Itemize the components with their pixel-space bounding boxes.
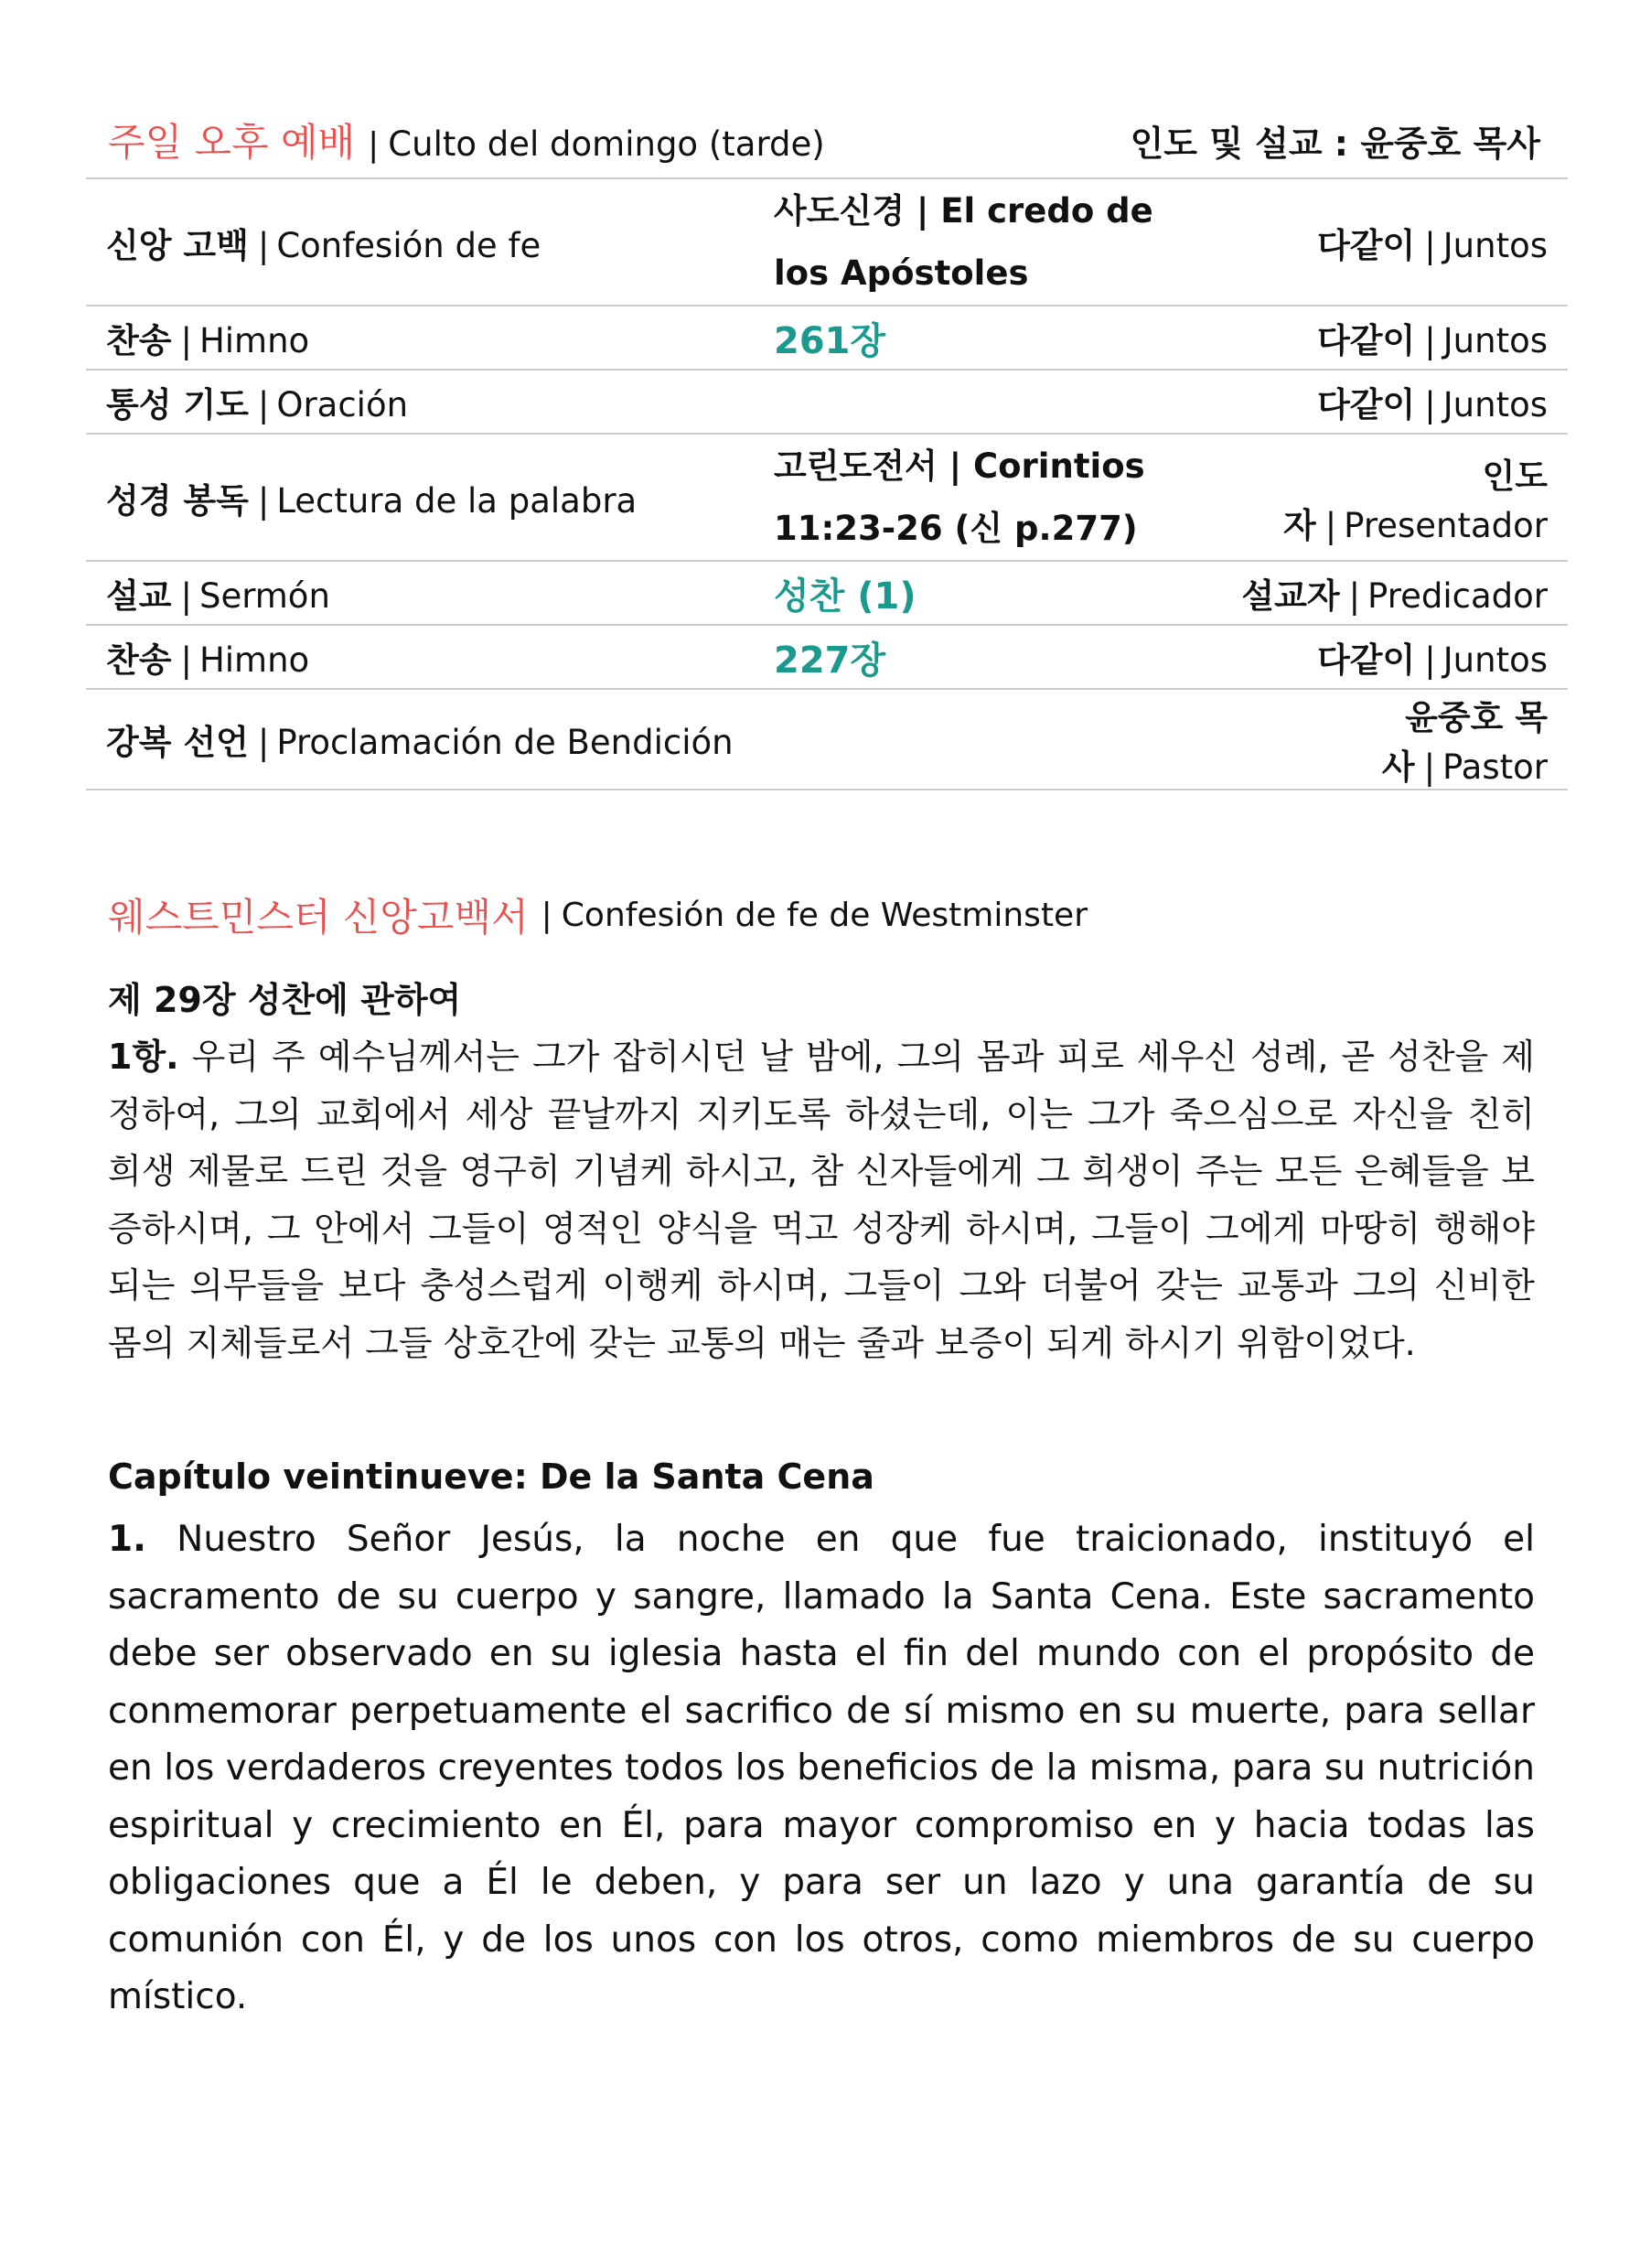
title-separator: | <box>368 126 380 164</box>
order-role <box>1220 370 1568 434</box>
order-role-es: Predicador <box>1367 576 1548 616</box>
order-item-ko: 성경 봉독 <box>106 480 249 521</box>
order-item-ko: 설교 <box>106 576 172 616</box>
pipe: | <box>1324 505 1337 545</box>
order-item-es: Lectura de la palabra <box>276 480 638 521</box>
paragraph-text-es: Nuestro Señor Jesús, la noche en que fue traicionado, instituyó el sacramento de su cuerpo y sangre, llamado la Santa Cena. Este sacramento debe ser observado en su iglesia hasta el fin del mundo con el propósito de conmemorar perpetuamente el sacrifico de sí mismo en su muerte, para sellar en los verdaderos creyentes todos los beneficios de la misma, para su nutrición espiritual y crecimiento en Él, para mayor compromiso en y hacia todas las obligaciones que a Él le deben, y para ser un lazo y una garantía de su comunión con Él, y de los unos con los otros, como miembros de su cuerpo místico. <box>108 1519 1535 2017</box>
order-content <box>754 434 1220 561</box>
order-content <box>754 561 1220 625</box>
pipe: | <box>1424 321 1436 360</box>
order-role-es: Juntos <box>1442 225 1548 265</box>
order-item <box>86 689 754 790</box>
confession-title-ko: 웨스트민스터 신앙고백서 <box>108 895 529 940</box>
service-header <box>108 108 1540 172</box>
order-content-line: 11:23-26 (신 p.277) <box>774 508 1138 548</box>
service-leader: 인도 및 설교 : 윤중호 목사 <box>1130 123 1540 164</box>
confession-header <box>108 886 1088 944</box>
order-item <box>86 561 754 625</box>
pipe: | <box>1424 225 1436 265</box>
order-row <box>86 370 1568 434</box>
order-role-es: Presentador <box>1344 505 1548 545</box>
pipe: | <box>1424 385 1436 425</box>
sermon-title: 성찬 (1) <box>774 575 916 618</box>
order-row <box>86 561 1568 625</box>
order-content <box>754 689 1220 790</box>
hymn-number: 227장 <box>774 639 886 682</box>
order-item-es: Oración <box>276 385 409 425</box>
order-item-es: Himno <box>198 321 310 360</box>
order-role <box>1220 689 1568 790</box>
order-content <box>754 306 1220 370</box>
confession-title-es: Confesión de fe de Westminster <box>561 896 1088 934</box>
order-content-line: 고린도전서 | Corintios <box>774 446 1145 486</box>
hymn-number: 261장 <box>774 319 886 362</box>
order-item-es: Confesión de fe <box>276 225 541 265</box>
pipe: | <box>180 576 192 616</box>
order-role-ko: 인도자 <box>1282 456 1548 545</box>
order-role-es: Juntos <box>1442 640 1548 680</box>
order-role-ko: 설교자 <box>1241 576 1340 616</box>
order-item <box>86 625 754 689</box>
order-item-es: Sermón <box>198 576 330 616</box>
order-item-es: Himno <box>198 640 310 680</box>
pipe: | <box>257 723 270 762</box>
order-role-ko: 다같이 <box>1317 321 1416 360</box>
order-row <box>86 434 1568 561</box>
pipe: | <box>1423 747 1436 787</box>
chapter-heading-ko: 제 29장 성찬에 관하여 <box>108 980 462 1020</box>
order-item-ko: 신앙 고백 <box>106 225 249 265</box>
order-role <box>1220 306 1568 370</box>
order-content-line: los Apóstoles <box>774 253 1029 293</box>
service-title-ko: 주일 오후 예배 <box>108 120 356 165</box>
pipe: | <box>1424 640 1436 680</box>
pipe: | <box>257 225 270 265</box>
order-role-ko: 윤중호 목사 <box>1381 698 1548 787</box>
order-role <box>1220 625 1568 689</box>
order-item <box>86 178 754 306</box>
order-item-ko: 강복 선언 <box>106 723 249 762</box>
paragraph-number-ko: 1항. <box>108 1037 179 1077</box>
order-item <box>86 370 754 434</box>
paragraph-es <box>108 1511 1535 2026</box>
order-item-ko: 찬송 <box>106 640 172 680</box>
order-item-ko: 찬송 <box>106 321 172 360</box>
order-item <box>86 434 754 561</box>
order-content-line: 사도신경 | El credo de <box>774 190 1153 231</box>
service-title <box>108 113 825 167</box>
order-role-ko: 다같이 <box>1317 385 1416 425</box>
order-content <box>754 370 1220 434</box>
order-role <box>1220 434 1568 561</box>
order-item-es: Proclamación de Bendición <box>276 723 734 762</box>
pipe: | <box>180 640 192 680</box>
order-role-es: Pastor <box>1442 747 1548 787</box>
order-item-ko: 통성 기도 <box>106 385 249 425</box>
order-role <box>1220 178 1568 306</box>
order-role-ko: 다같이 <box>1317 225 1416 265</box>
pipe: | <box>257 385 270 425</box>
order-row <box>86 178 1568 306</box>
order-role-ko: 다같이 <box>1317 640 1416 680</box>
pipe: | <box>1348 576 1361 616</box>
order-role-es: Juntos <box>1442 385 1548 425</box>
paragraph-ko <box>108 1028 1535 1371</box>
order-row <box>86 306 1568 370</box>
paragraph-text-ko: 우리 주 예수님께서는 그가 잡히시던 날 밤에, 그의 몸과 피로 세우신 성례, 곧 성찬을 제정하여, 그의 교회에서 세상 끝날까지 지키도록 하셨는데, 이는 그가 죽으심으로 자신을 친히 희생 제물로 드린 것을 영구히 기념케 하시고, 참 신자들에게 그 희생이 주는 모든 은혜들을 보증하시며, 그 안에서 그들이 영적인 양식을 먹고 성장케 하시며, 그들이 그에게 마땅히 행해야 되는 의무들을 보다 충성스럽게 이행케 하시며, 그들이 그와 더불어 갖는 교통과 그의 신비한 몸의 지체들로서 그들 상호간에 갖는 교통의 매는 줄과 보증이 되게 하시기 위함이었다. <box>108 1037 1535 1363</box>
paragraph-number-es: 1. <box>108 1519 146 1560</box>
chapter-heading-es: Capítulo veintinueve: De la Santa Cena <box>108 1456 874 1497</box>
order-item <box>86 306 754 370</box>
order-of-service-table <box>86 177 1568 790</box>
order-content <box>754 178 1220 306</box>
order-role <box>1220 561 1568 625</box>
pipe: | <box>180 321 192 360</box>
order-role-es: Juntos <box>1442 321 1548 360</box>
order-row <box>86 625 1568 689</box>
title-separator: | <box>541 896 552 934</box>
order-content <box>754 625 1220 689</box>
order-row <box>86 689 1568 790</box>
pipe: | <box>257 480 270 521</box>
service-title-es: Culto del domingo (tarde) <box>388 124 825 164</box>
